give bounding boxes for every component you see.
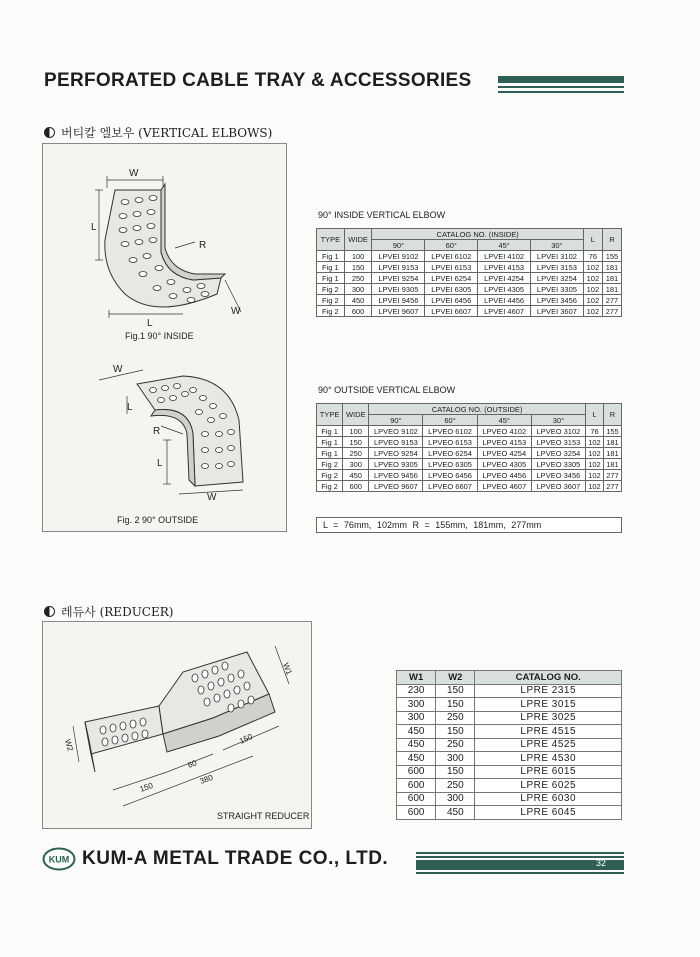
table-cell: LPRE 6015 [475, 765, 622, 779]
table-cell: 150 [436, 725, 475, 739]
table-cell: LPVEO 9254 [369, 448, 423, 459]
table-cell: LPVEI 9607 [372, 306, 425, 317]
table-cell: LPVEO 4305 [477, 459, 531, 470]
page-title: PERFORATED CABLE TRAY & ACCESSORIES [44, 70, 472, 91]
table-cell: LPVEI 3102 [531, 251, 584, 262]
dim-l-label-1b: L [147, 318, 153, 329]
elbow-figure-panel [42, 143, 287, 532]
reducer-header: W1 [397, 671, 436, 685]
table-cell: 300 [344, 284, 372, 295]
table-cell: LPVEI 3305 [531, 284, 584, 295]
header-rule [498, 76, 624, 96]
angle-header: 45° [478, 240, 531, 251]
angle-header: 30° [531, 240, 584, 251]
col-r: R [602, 229, 621, 251]
inside-elbow-table [316, 228, 622, 317]
table-cell: LPRE 6045 [475, 806, 622, 820]
table-cell: 100 [343, 426, 369, 437]
table-cell: LPVEI 9153 [372, 262, 425, 273]
table-cell: LPVEO 9456 [369, 470, 423, 481]
table-cell: LPVEI 4305 [478, 284, 531, 295]
table-cell: 450 [436, 806, 475, 820]
table-cell: LPVEI 3254 [531, 273, 584, 284]
dimension-note: L = 76mm, 102mm R = 155mm, 181mm, 277mm [316, 517, 622, 533]
table-cell: LPVEO 3607 [531, 481, 585, 492]
table-cell: 150 [436, 698, 475, 712]
reducer-header: W2 [436, 671, 475, 685]
table-cell: LPRE 6030 [475, 792, 622, 806]
table-cell: 277 [603, 481, 621, 492]
table-cell: Fig 1 [317, 437, 343, 448]
table-cell: 100 [344, 251, 372, 262]
table-cell: LPRE 3025 [475, 711, 622, 725]
table-cell: 181 [603, 448, 621, 459]
table-cell: LPVEI 6305 [425, 284, 478, 295]
table-cell: LPRE 4525 [475, 738, 622, 752]
table-cell: LPVEI 4254 [478, 273, 531, 284]
table-cell: 250 [436, 738, 475, 752]
table-row [397, 725, 622, 739]
table-cell: LPVEO 6607 [423, 481, 477, 492]
table-cell: LPVEI 6102 [425, 251, 478, 262]
col-wide: WIDE [343, 404, 369, 426]
footer-rule [416, 852, 624, 876]
reducer-body [85, 652, 275, 772]
table-row [317, 481, 622, 492]
table-cell: 102 [583, 284, 602, 295]
table-cell: 230 [397, 684, 436, 698]
section-heading-reducer: 레듀사 (REDUCER) [44, 603, 173, 620]
col-type: TYPE [317, 229, 345, 251]
table-cell: 277 [602, 295, 621, 306]
company-logo [42, 847, 76, 871]
table-cell: LPVEO 3456 [531, 470, 585, 481]
table-row [317, 448, 622, 459]
table-cell: 250 [344, 273, 372, 284]
fig2-caption: Fig. 2 90° OUTSIDE [117, 515, 199, 525]
col-l: L [586, 404, 604, 426]
table-cell: LPVEO 4102 [477, 426, 531, 437]
half-circle-bullet-icon [44, 127, 55, 138]
inside-table-title: 90° INSIDE VERTICAL ELBOW [318, 210, 446, 220]
col-l: L [583, 229, 602, 251]
table-cell: 450 [397, 752, 436, 766]
table-cell: 76 [586, 426, 604, 437]
dim-60-label: 60 [186, 758, 199, 770]
table-cell: 450 [343, 470, 369, 481]
table-row [397, 684, 622, 698]
table-cell: 600 [344, 306, 372, 317]
table-cell: Fig 2 [317, 481, 343, 492]
table-cell: LPVEO 4607 [477, 481, 531, 492]
col-catalog: CATALOG NO. (OUTSIDE) [369, 404, 586, 415]
table-cell: LPVEI 6607 [425, 306, 478, 317]
dim-r-label-2: R [153, 426, 161, 437]
table-cell: LPVEI 4102 [478, 251, 531, 262]
dim-w-label-1b: W [231, 306, 241, 317]
table-cell: 600 [343, 481, 369, 492]
table-cell: 181 [602, 273, 621, 284]
table-cell: 102 [583, 262, 602, 273]
table-row [317, 284, 622, 295]
outside-elbow-table [316, 403, 622, 492]
angle-header: 60° [425, 240, 478, 251]
table-cell: 102 [586, 459, 604, 470]
table-cell: LPVEO 4153 [477, 437, 531, 448]
dim-w1-label: W1 [281, 661, 294, 676]
table-cell: 102 [586, 481, 604, 492]
table-cell: 250 [436, 711, 475, 725]
table-cell: Fig 2 [317, 459, 343, 470]
table-cell: Fig 1 [317, 251, 345, 262]
table-cell: 300 [397, 711, 436, 725]
table-cell: LPVEI 3607 [531, 306, 584, 317]
table-row [397, 792, 622, 806]
reducer-drawing [43, 622, 311, 828]
table-row [397, 698, 622, 712]
table-cell: 600 [397, 792, 436, 806]
dim-l-label-1: L [91, 222, 97, 233]
table-row [317, 306, 622, 317]
dim-w-label-2b: W [207, 492, 217, 503]
table-cell: LPVEO 3153 [531, 437, 585, 448]
reducer-figure-panel [42, 621, 312, 829]
angle-header: 30° [531, 415, 585, 426]
table-cell: Fig 2 [317, 306, 345, 317]
angle-header: 60° [423, 415, 477, 426]
half-circle-bullet-icon [44, 606, 55, 617]
table-row [317, 251, 622, 262]
col-type: TYPE [317, 404, 343, 426]
table-cell: 181 [603, 437, 621, 448]
table-cell: Fig 1 [317, 273, 345, 284]
section-heading-vertical: 버티칼 엘보우 (VERTICAL ELBOWS) [44, 124, 272, 141]
table-row [317, 273, 622, 284]
table-cell: LPVEO 6456 [423, 470, 477, 481]
table-cell: LPVEI 6254 [425, 273, 478, 284]
table-row [317, 470, 622, 481]
table-cell: 102 [586, 448, 604, 459]
table-cell: LPVEI 4153 [478, 262, 531, 273]
dim-w2-label: W2 [63, 738, 75, 753]
angle-header: 90° [369, 415, 423, 426]
table-cell: Fig 2 [317, 284, 345, 295]
reducer-table [396, 670, 622, 820]
table-cell: 150 [436, 684, 475, 698]
table-cell: Fig 1 [317, 448, 343, 459]
table-cell: LPVEO 4254 [477, 448, 531, 459]
table-cell: Fig 2 [317, 295, 345, 306]
table-cell: LPVEI 9102 [372, 251, 425, 262]
table-cell: 150 [436, 765, 475, 779]
table-row [317, 437, 622, 448]
table-cell: LPVEO 3102 [531, 426, 585, 437]
table-cell: Fig 1 [317, 426, 343, 437]
table-cell: LPVEI 9456 [372, 295, 425, 306]
table-cell: LPVEO 9607 [369, 481, 423, 492]
reducer-header: CATALOG NO. [475, 671, 622, 685]
table-cell: 450 [397, 738, 436, 752]
table-cell: 277 [603, 470, 621, 481]
page-number: 32 [596, 858, 607, 868]
table-cell: LPRE 2315 [475, 684, 622, 698]
table-row [317, 459, 622, 470]
table-cell: LPVEI 9305 [372, 284, 425, 295]
table-cell: 150 [344, 262, 372, 273]
outside-table-title: 90° OUTSIDE VERTICAL ELBOW [318, 385, 456, 395]
table-row [317, 295, 622, 306]
table-cell: 102 [583, 295, 602, 306]
table-cell: 181 [602, 262, 621, 273]
table-cell: 300 [343, 459, 369, 470]
table-cell: 102 [583, 306, 602, 317]
table-cell: LPVEO 6102 [423, 426, 477, 437]
table-cell: 450 [397, 725, 436, 739]
table-cell: LPVEO 3305 [531, 459, 585, 470]
table-cell: LPVEO 3254 [531, 448, 585, 459]
dim-r-label-1: R [199, 240, 207, 251]
svg-text:KUM: KUM [48, 854, 70, 865]
table-row [317, 426, 622, 437]
table-cell: 300 [397, 698, 436, 712]
table-row [397, 806, 622, 820]
table-row [397, 765, 622, 779]
col-catalog: CATALOG NO. (INSIDE) [372, 229, 583, 240]
dim-w-label-1: W [129, 168, 139, 179]
table-cell: 277 [602, 306, 621, 317]
col-r: R [603, 404, 621, 426]
table-cell: LPVEI 6153 [425, 262, 478, 273]
table-cell: Fig 2 [317, 470, 343, 481]
table-cell: LPVEO 9153 [369, 437, 423, 448]
table-row [397, 711, 622, 725]
table-cell: Fig 1 [317, 262, 345, 273]
table-cell: LPVEO 6254 [423, 448, 477, 459]
dim-l-label-2b: L [157, 458, 163, 469]
table-cell: LPRE 3015 [475, 698, 622, 712]
dim-150-right: 150 [238, 732, 254, 746]
table-cell: LPVEI 9254 [372, 273, 425, 284]
table-cell: 181 [602, 284, 621, 295]
table-cell: 102 [586, 437, 604, 448]
reducer-caption: STRAIGHT REDUCER [217, 811, 310, 821]
dim-150-left: 150 [138, 780, 155, 794]
table-cell: 155 [603, 426, 621, 437]
table-cell: 600 [397, 765, 436, 779]
table-row [397, 779, 622, 793]
table-cell: LPVEI 3153 [531, 262, 584, 273]
table-cell: LPVEO 9102 [369, 426, 423, 437]
col-wide: WIDE [344, 229, 372, 251]
table-cell: LPVEO 6305 [423, 459, 477, 470]
table-row [397, 738, 622, 752]
table-cell: LPVEI 4456 [478, 295, 531, 306]
fig1-caption: Fig.1 90° INSIDE [125, 331, 194, 341]
table-cell: LPVEI 3456 [531, 295, 584, 306]
table-cell: LPRE 4530 [475, 752, 622, 766]
table-cell: 600 [397, 779, 436, 793]
table-cell: 102 [583, 273, 602, 284]
table-row [397, 752, 622, 766]
dim-l-label-2: L [127, 402, 133, 413]
dim-w-label-2: W [113, 364, 123, 375]
table-cell: LPVEO 6153 [423, 437, 477, 448]
table-cell: 155 [602, 251, 621, 262]
table-cell: LPVEO 9305 [369, 459, 423, 470]
table-cell: LPRE 4515 [475, 725, 622, 739]
dim-380-label: 380 [198, 772, 215, 786]
table-cell: 300 [436, 792, 475, 806]
table-cell: 250 [436, 779, 475, 793]
table-cell: 450 [344, 295, 372, 306]
table-cell: 300 [436, 752, 475, 766]
table-cell: 181 [603, 459, 621, 470]
table-cell: 250 [343, 448, 369, 459]
table-cell: LPVEI 6456 [425, 295, 478, 306]
angle-header: 45° [477, 415, 531, 426]
table-cell: LPVEI 4607 [478, 306, 531, 317]
table-cell: LPVEO 4456 [477, 470, 531, 481]
table-row [317, 262, 622, 273]
table-cell: 600 [397, 806, 436, 820]
angle-header: 90° [372, 240, 425, 251]
table-cell: 76 [583, 251, 602, 262]
table-cell: LPRE 6025 [475, 779, 622, 793]
table-cell: 150 [343, 437, 369, 448]
company-name: KUM-A METAL TRADE CO., LTD. [82, 848, 389, 869]
table-cell: 102 [586, 470, 604, 481]
